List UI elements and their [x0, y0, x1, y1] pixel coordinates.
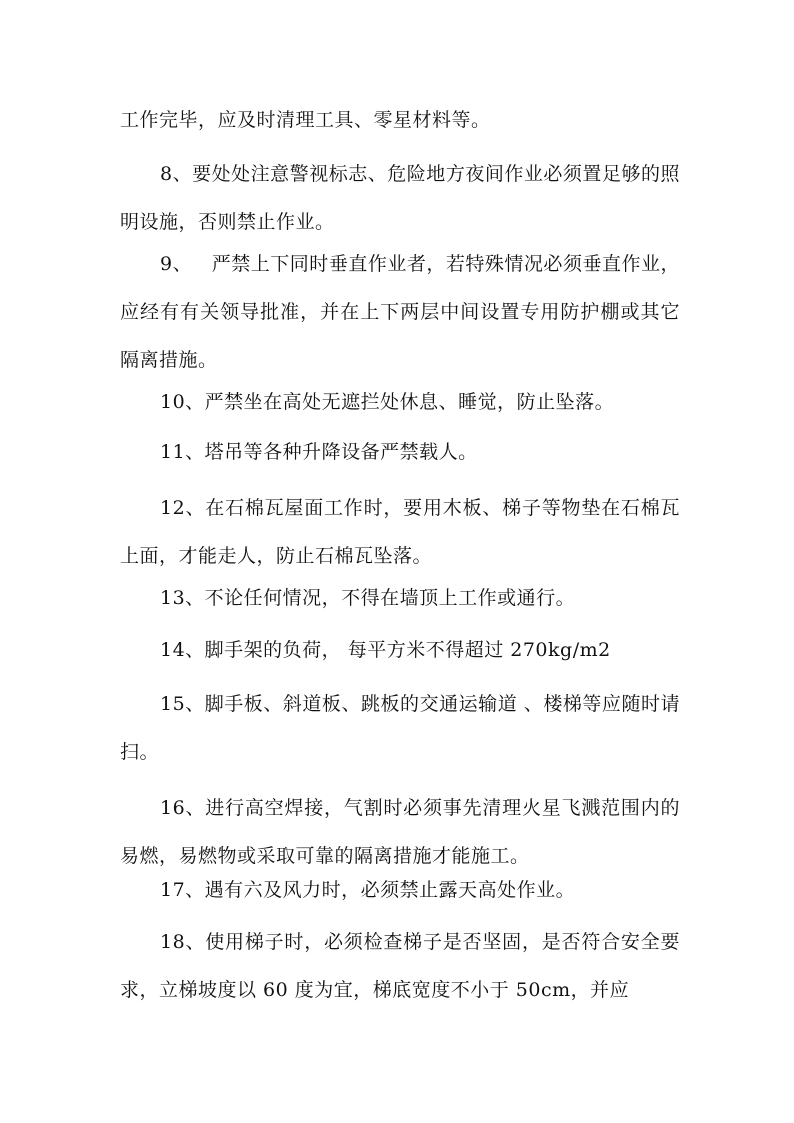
paragraph-item-10: 10、严禁坐在高处无遮拦处休息、睡觉，防止坠落。: [160, 391, 615, 413]
paragraph-item-15: 15、脚手板、斜道板、跳板的交通运输道 、楼梯等应随时请扫。: [120, 693, 680, 763]
paragraph-item-14: 14、脚手架的负荷， 每平方米不得超过 270kg/m2: [160, 639, 611, 661]
paragraph-continuation: 工作完毕，应及时清理工具、零星材料等。: [120, 109, 491, 131]
paragraph-item-9: 9、 严禁上下同时垂直作业者，若特殊情况必须垂直作业，应经有有关领导批准，并在上下两层中间设置专用防护棚或其它隔离措施。: [120, 253, 680, 371]
paragraph-item-18: 18、使用梯子时，必须检查梯子是否坚固，是否符合安全要求，立梯坡度以 60 度为宜，梯底宽度不小于 50cm，并应: [120, 931, 680, 1001]
paragraph-item-17: 17、遇有六及风力时，必须禁止露天高处作业。: [160, 879, 576, 901]
paragraph-item-13: 13、不论任何情况，不得在墙顶上工作或通行。: [160, 587, 576, 609]
paragraph-item-11: 11、塔吊等各种升降设备严禁载人。: [160, 441, 478, 463]
paragraph-item-8: 8、要处处注意警视标志、危险地方夜间作业必须置足够的照明设施，否则禁止作业。: [120, 163, 680, 233]
paragraph-item-16: 16、进行高空焊接，气割时必须事先清理火星飞溅范围内的易燃，易燃物或采取可靠的隔离措施才能施工。: [120, 797, 680, 867]
paragraph-item-12: 12、在石棉瓦屋面工作时，要用木板、梯子等物垫在石棉瓦上面，才能走人，防止石棉瓦坠落。: [120, 497, 680, 567]
